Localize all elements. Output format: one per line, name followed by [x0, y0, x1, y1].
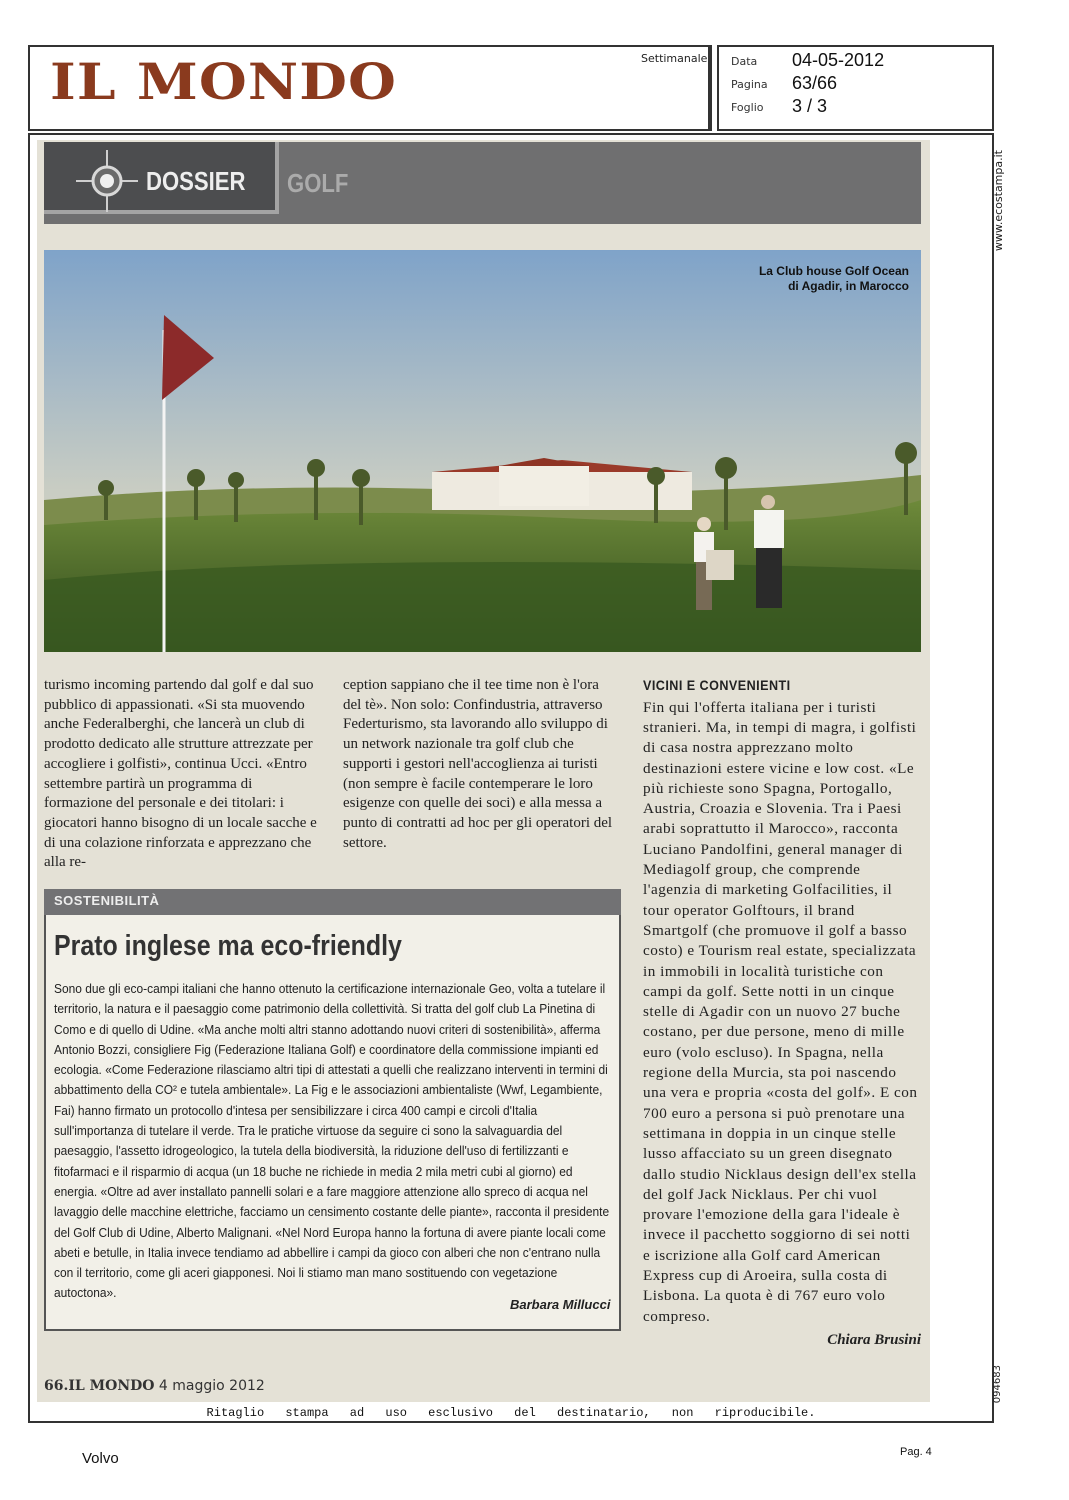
photo-caption: [759, 264, 909, 294]
target-icon: [76, 150, 138, 212]
article-column-1: turismo incoming partendo dal golf e dal suo pubblico di appassionati. «Si sta muovendo anche Federalberghi, che lancerà un club di prodotto dedicato alle strutture attrezzate per accogliere i golfisti», continua Ucci. «Entro settembre partirà un programma di formazione del personale e dei titolari: i giocatori hanno bisogno di un locale sacche e di una colazione rinforzata e apprezzano che alla re-: [44, 677, 317, 871]
sidebar-box-header: [44, 889, 621, 915]
client-name: Volvo: [82, 1450, 119, 1467]
sidebar-box-author: Barbara Millucci: [510, 1297, 611, 1312]
footer-masthead: IL MONDO: [68, 1378, 155, 1394]
section-label: DOSSIER: [146, 166, 246, 196]
photo-caption-line1: La Club house Golf Ocean: [758, 264, 909, 278]
data-label: Data: [731, 55, 758, 68]
data-value: 04-05-2012: [792, 50, 885, 70]
clipping-code: 094683: [992, 1365, 1003, 1404]
masthead: IL MONDO: [50, 52, 398, 111]
pagina-value: 63/66: [792, 73, 838, 93]
foglio-label: Foglio: [731, 101, 764, 114]
pagina-label: Pagina: [731, 78, 768, 91]
website-vertical: www.ecostampa.it: [992, 150, 1005, 252]
sidebar-box-label: SOSTENIBILITÀ: [54, 893, 160, 908]
article-column-3: [643, 676, 921, 1351]
article-column-2: ception sappiano che il tee time non è l'ora del tè». Non solo: Confindustria, attraverso Federturismo, sta lavorando allo sviluppo di un network nazionale tra golf club che supporti i gestori nell'accoglienza ai turisti (non sempre è facile contemperare le loro esigenze con quelle dei soci) e alla messa a punto di contratti ad hoc per gli operatori del settore.: [343, 677, 613, 851]
section-topic: GOLF: [287, 168, 349, 198]
column-body: Fin qui l'offerta italiana per i turisti stranieri. Ma, in tempi di magra, i golfisti di casa nostra apprezzano molto destinazioni estere vicine e low cost. «Le più richieste sono Spagna, Portogallo, Austria, Croazia e Slovenia. Tra i Paesi arabi soprattutto il Marocco», racconta Luciano Pandolfini, general manager di Mediagolf group, che comprende l'agenzia di marketing Golfacilities, il tour operator Golftours, il brand Smartgolf (che promuove il golf a basso costo) e Tourism real estate, specializzata in immobili in località turistiche con campi da golf. Sette notti in un cinque stelle di Agadir con un nuovo 27 buche costano, per due persone, meno di mille euro (volo escluso). In Spagna, nella regione della Murcia, sta poi nascendo una vera e propria «costa del golf». E con 700 euro a persona si può prenotare una settimana in doppia in un cinque stelle lusso affacciato su un green disegnato dallo studio Nicklaus design dell'ex stella del golf Jack Nicklaus. Per chi vuol provare l'emozione della gara l'ideale è invece il pacchetto soggiorno di sei notti e iscrizione alla Golf card American Express cup di Aroeira, sulla costa di Lisbona. La quota è di 767 euro volo compreso.: [643, 698, 918, 1325]
page-footer: 66.IL MONDO 4 maggio 2012: [44, 1378, 265, 1394]
page-indicator: Pag. 4: [900, 1446, 932, 1458]
footer-page-number: 66: [44, 1378, 64, 1394]
foglio-value: 3 / 3: [792, 96, 828, 116]
sidebar-box-body: Sono due gli eco-campi italiani che hanno ottenuto la certificazione internazionale Geo, volta a tutelare il territorio, la natura e il paesaggio come patrimonio della collettività. Si tratta del golf club La Pinetina di Como e di quello di Udine. «Ma anche molti altri stanno adottando nuovi criteri di sostenibilità», afferma Antonio Bozzi, consigliere Fig (Federazione Italiana Golf) e coordinatore della commissione impianti ed ecologia. «Come Federazione rilasciamo altri tipi di attestati a quelli che realizzano interventi in termini di abbattimento della CO² e tutela ambientale». La Fig e le associazioni ambientaliste (Wwf, Legambiente, Fai) hanno firmato un protocollo d'intesa per sensibilizzare i circa 400 campi e circoli d'Italia sull'importanza di tutelare il verde. Tra le pratiche virtuose da seguire ci sono la salvaguardia del paesaggio, l'assetto idrogeologico, la tutela della biodiversità, la riduzione dell'uso di fertilizzanti e fitofarmaci e il risparmio di acqua (un 18 buche ne richiede in media 2 mila metri cubi al giorno) ed energia. «Oltre ad aver installato pannelli solari e a fare maggiore attenzione allo spreco di acqua nel lavaggio delle macchine elettriche, facciamo un censimento costante delle piante», racconta il presidente del Golf Club di Udine, Alberto Malignani. «Nel Nord Europa hanno la fortuna di avere piante locali come abeti e betulle, in Italia invece tendiamo ad abbellire i campi da gioco con alberi che non c'entrano nulla con il territorio, come gli aceri giapponesi. Noi li stiamo man mano sostituendo con vegetazione autoctona».: [54, 981, 610, 1301]
frequency-label: Settimanale: [641, 52, 708, 65]
photo-caption-line2: di Agadir, in Marocco: [788, 279, 909, 293]
golf-course-photo: [44, 250, 921, 652]
divider: [708, 45, 710, 131]
clipping-notice: Ritaglio stampa ad uso esclusivo del destinatario, non riproducibile.: [206, 1406, 816, 1420]
footer-date: 4 maggio 2012: [158, 1378, 265, 1394]
article-author: Chiara Brusini: [827, 1331, 921, 1348]
column-heading: VICINI E CONVENIENTI: [643, 677, 791, 693]
sidebar-box-title: Prato inglese ma eco-friendly: [54, 930, 402, 962]
